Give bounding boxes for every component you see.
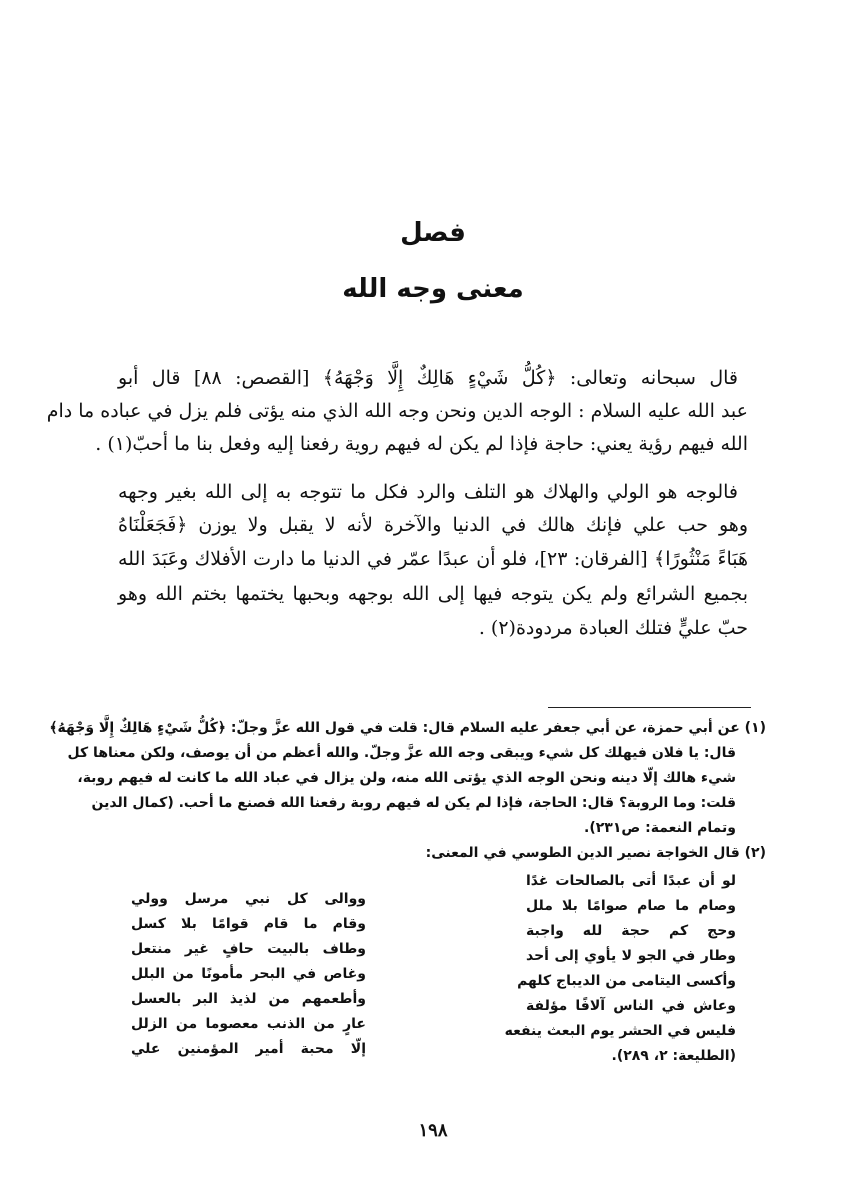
poem-hemistich-first: وعاش في الناس آلافًا مؤلفة — [526, 998, 736, 1014]
poem-hemistich-first: وحج كم حجة لله واجبة — [526, 923, 736, 939]
poem-hemistich-first: فليس في الحشر يوم البعث ينفعه — [504, 1023, 736, 1039]
page-number: ١٩٨ — [418, 1120, 448, 1141]
paragraph-2-line: حبّ عليٍّ فتلك العبادة مردودة(٢) . — [478, 617, 748, 639]
footnote-1-line: قلت: وما الروبة؟ قال: الحاجة، فإذا لم يكن له فيهم روبة رفعنا الله فصنع ما أحب. (كمال الدين — [91, 795, 736, 811]
poem-hemistich-second: وقام ما قام قوامًا بلا كسل — [131, 916, 366, 932]
poem-hemistich-second: ووالى كل نبي مرسل وولي — [131, 891, 366, 907]
poem-hemistich-second: عارٍ من الذنب معصوما من الزلل — [131, 1016, 366, 1032]
poem-hemistich-second: وطاف بالبيت حافٍ غير منتعل — [131, 941, 366, 957]
footnote-1-line: شيء هالك إلّا دينه ونحن الوجه الذي يؤتى الله منه، ولن يزال في عباد الله ما كانت له فيهم روبة، — [77, 770, 736, 786]
poem-hemistich-first: وطار في الجو لا يأوي إلى أحد — [526, 948, 736, 964]
paragraph-2-line: بجميع الشرائع ولم يكن يتوجه فيها إلى الله بوجهه وبحبها يختمها بختم الله وهو — [118, 583, 748, 605]
footnote-divider — [548, 707, 751, 708]
footnote-2-intro: (٢) قال الخواجة نصير الدين الطوسي في المعنى: — [425, 845, 766, 861]
poem-hemistich-first: وأكسى اليتامى من الديباج كلهم — [517, 973, 736, 989]
poem-hemistich-second: وأطعمهم من لذيذ البر بالعسل — [131, 991, 366, 1007]
poem-hemistich-second: وغاص في البحر مأمونًا من البلل — [131, 966, 366, 982]
paragraph-1-line: الله فيهم رؤية يعني: حاجة فإذا لم يكن له فيهم روية رفعنا إليه وفعل بنا ما أحبّ(١) . — [95, 433, 748, 455]
paragraph-1-line: قال سبحانه وتعالى: ﴿كُلُّ شَيْءٍ هَالِكٌ إِلَّا وَجْهَهُ﴾ [القصص: ٨٨] قال أبو — [118, 367, 738, 389]
paragraph-2-line: هَبَاءً مَنْثُورًا﴾ [الفرقان: ٢٣]، فلو أن عبدًا عمّر في الدنيا ما دارت الأفلاك وعَبَدَ الله — [118, 548, 748, 570]
footnote-1-line: (١) عن أبي حمزة، عن أبي جعفر عليه السلام قال: قلت في قول الله عزَّ وجلّ: ﴿كُلُّ شَيْءٍ هَالِكٌ إِلَّا وَجْهَهُ﴾ — [49, 720, 766, 736]
footnote-2-source: (الطليعة: ٢، ٢٨٩). — [611, 1048, 736, 1064]
section-title: فصل — [400, 218, 466, 248]
paragraph-1-line: عبد الله عليه السلام : الوجه الدين ونحن وجه الله الذي منه يؤتى فلم يزل في عباده ما دام — [46, 400, 748, 422]
section-subtitle: معنى وجه الله — [342, 274, 524, 304]
footnote-1-line: وتمام النعمة: ص٢٣١). — [584, 820, 736, 836]
paragraph-2-line: فالوجه هو الولي والهلاك هو التلف والرد فكل ما تتوجه به إلى الله بغير وجهه — [118, 481, 738, 503]
paragraph-2-line: وهو حب علي فإنك هالك في الدنيا والآخرة لأنه لا يقبل ولا يوزن ﴿فَجَعَلْنَاهُ — [118, 514, 748, 536]
footnote-1-line: قال: يا فلان فيهلك كل شيء ويبقى وجه الله عزَّ وجلّ. والله أعظم من أن يوصف، ولكن معناها كل — [67, 745, 736, 761]
poem-hemistich-first: لو أن عبدًا أتى بالصالحات غدًا — [526, 873, 736, 889]
poem-hemistich-first: وصام ما صام صوامًا بلا ملل — [526, 898, 736, 914]
poem-hemistich-second: إلّا محبة أمير المؤمنين علي — [131, 1041, 366, 1057]
